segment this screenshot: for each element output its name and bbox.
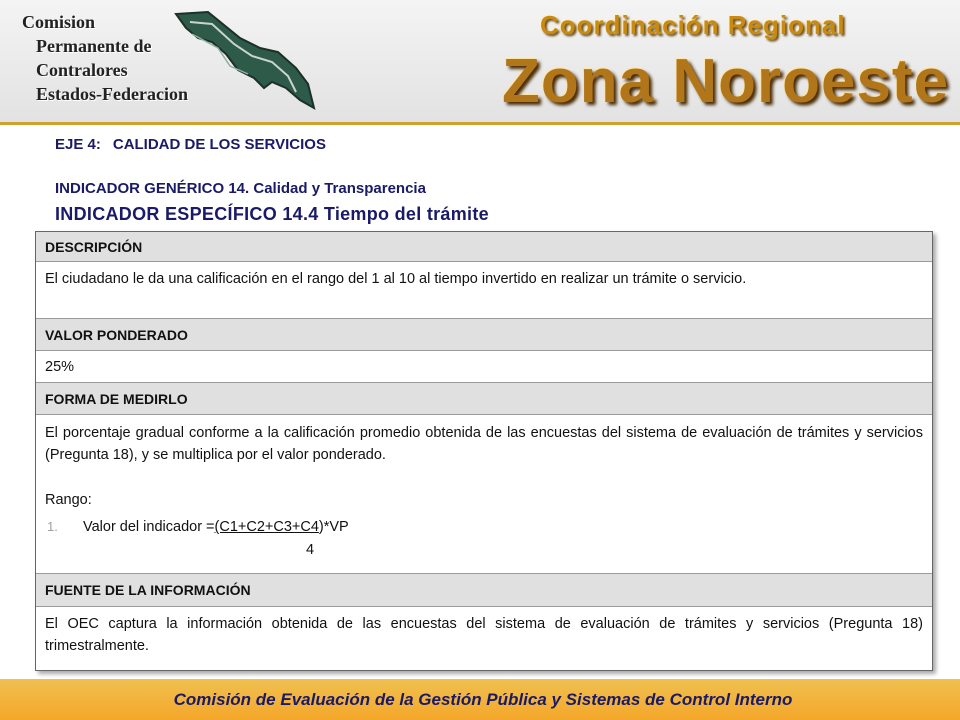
formula-number: 1. [47, 519, 58, 534]
source-text: El OEC captura la información obtenida de las encuestas del sistema de evaluación de trámites y servicios (Pregunta 18) trimestralmente. [45, 616, 923, 654]
axis-label: EJE 4: [55, 136, 101, 153]
weighted-value-cell: 25% [36, 351, 932, 383]
weighted-value-header: VALOR PONDERADO [36, 319, 932, 351]
description-header: DESCRIPCIÓN [36, 232, 932, 262]
formula-line [45, 516, 923, 538]
formula-prefix: Valor del indicador = [83, 519, 215, 535]
measurement-header: FORMA DE MEDIRLO [36, 383, 932, 415]
generic-indicator: INDICADOR GENÉRICO 14. Calidad y Transparencia [55, 180, 426, 197]
org-line-3: Contralores [36, 60, 128, 80]
range-label: Rango: [45, 492, 92, 508]
axis-heading [55, 136, 338, 153]
org-line-4: Estados-Federacion [36, 84, 188, 104]
formula-denominator: 4 [306, 542, 315, 558]
formula-suffix: )*VP [318, 519, 349, 535]
axis-name: CALIDAD DE LOS SERVICIOS [112, 136, 326, 153]
description-cell [36, 262, 932, 319]
map-outline-logo-icon [168, 8, 318, 116]
org-line-1: Comision [22, 12, 96, 32]
footer-text: Comisión de Evaluación de la Gestión Pública y Sistemas de Control Interno [173, 690, 793, 709]
region-title: Zona Noroeste [502, 47, 950, 116]
description-text: El ciudadano le da una calificación en el rango del 1 al 10 al tiempo invertido en realizar un trámite o servicio. [45, 271, 747, 287]
measurement-text: El porcentaje gradual conforme a la calificación promedio obtenida de las encuestas del sistema de evaluación de trámites y servicios (Pregunta 18), y se multiplica por el valor ponderado. [45, 425, 923, 463]
formula-numerator: (C1+C2+C3+C4 [214, 519, 319, 535]
source-cell [36, 607, 932, 670]
coordination-subtitle: Coordinación Regional [540, 10, 846, 40]
header-banner [0, 0, 960, 124]
specific-indicator: INDICADOR ESPECÍFICO 14.4 Tiempo del trámite [55, 204, 489, 224]
org-line-2: Permanente de [36, 36, 152, 56]
header-divider [0, 122, 960, 125]
indicator-table [35, 231, 933, 671]
measurement-cell [36, 415, 932, 574]
source-header: FUENTE DE LA INFORMACIÓN [36, 574, 932, 607]
